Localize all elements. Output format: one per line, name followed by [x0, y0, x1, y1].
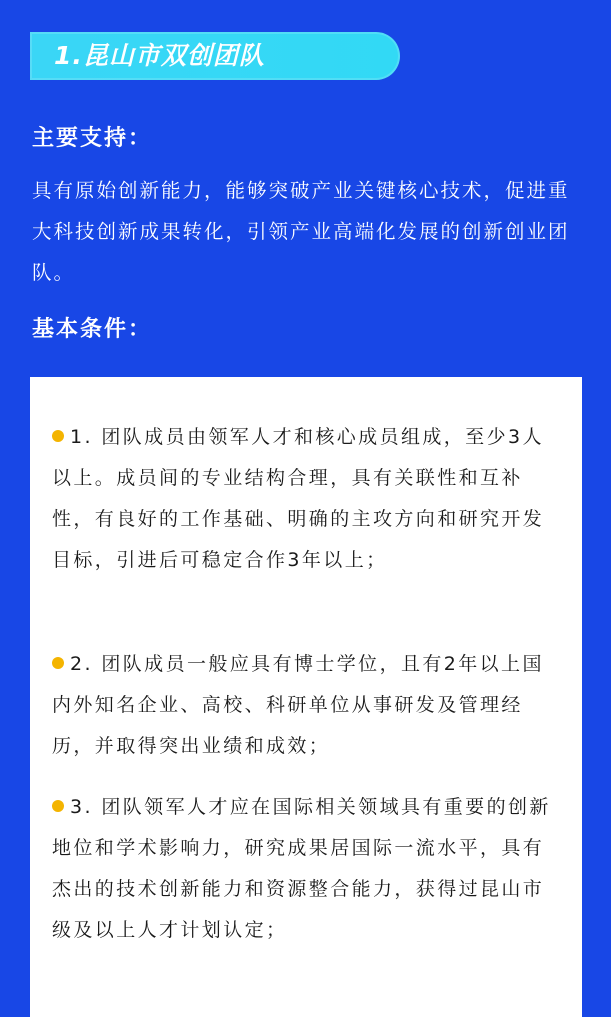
bullet-dot-icon	[52, 430, 64, 442]
condition-item	[52, 787, 557, 951]
bullet-dot-icon	[52, 800, 64, 812]
main-support-heading: 主要支持：	[32, 126, 153, 151]
basic-conditions-heading: 基本条件：	[32, 317, 153, 342]
condition-text: 2. 团队成员一般应具有博士学位，且有2年以上国内外知名企业、高校、科研单位从事研发及管理经历，并取得突出业绩和成效；	[52, 653, 544, 757]
page-title: 1.昆山市双创团队	[54, 41, 265, 70]
conditions-panel	[30, 377, 582, 1017]
condition-text: 1. 团队成员由领军人才和核心成员组成，至少3人以上。成员间的专业结构合理，具有关联性和互补性，有良好的工作基础、明确的主攻方向和研究开发目标，引进后可稳定合作3年以上；	[52, 426, 545, 571]
condition-text: 3. 团队领军人才应在国际相关领域具有重要的创新地位和学术影响力，研究成果居国际一流水平，具有杰出的技术创新能力和资源整合能力，获得过昆山市级及以上人才计划认定；	[52, 796, 551, 941]
bullet-dot-icon	[52, 657, 64, 669]
condition-item	[52, 417, 557, 581]
main-support-text: 具有原始创新能力，能够突破产业关键核心技术，促进重大科技创新成果转化，引领产业高端化发展的创新创业团队。	[32, 179, 570, 284]
condition-item	[52, 644, 557, 767]
title-banner	[30, 32, 400, 80]
